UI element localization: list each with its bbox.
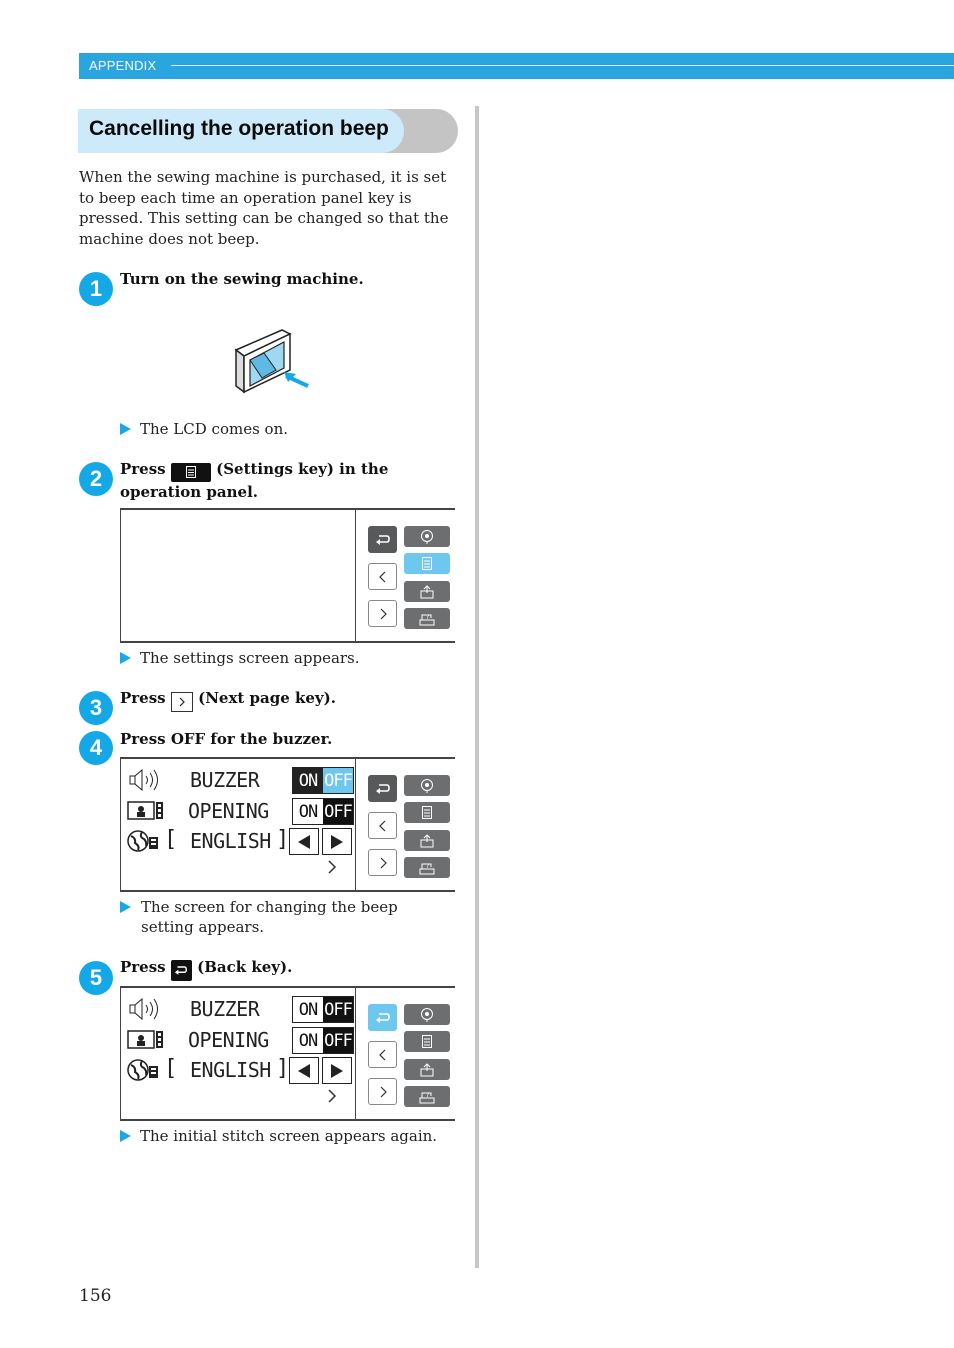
bracket-open: [ [164, 1056, 178, 1081]
language-row [126, 1057, 354, 1083]
opening-label: OPENING [188, 799, 269, 823]
buzzer-row [126, 996, 354, 1022]
next-page-button[interactable] [368, 1078, 397, 1105]
buzzer-on-button[interactable]: ON [293, 768, 323, 793]
prev-page-button[interactable] [368, 1041, 397, 1068]
page-caret-icon [327, 860, 337, 874]
next-page-button[interactable] [368, 600, 397, 627]
step-1-number: 1 [79, 272, 113, 306]
opening-row [126, 798, 354, 824]
back-key-icon [171, 960, 192, 981]
language-label: ENGLISH [190, 829, 271, 853]
buzzer-toggle [292, 767, 354, 794]
settings-key-icon[interactable] [404, 1031, 450, 1052]
language-label: ENGLISH [190, 1058, 271, 1082]
step-2-result: The settings screen appears. [120, 648, 360, 668]
lcd-panel-buzzer-off [120, 986, 455, 1121]
buzzer-row [126, 767, 354, 793]
buzzer-label: BUZZER [190, 997, 260, 1021]
step-5-number: 5 [79, 961, 113, 995]
bracket-close: ] [276, 827, 290, 852]
buzzer-off-button[interactable]: OFF [323, 768, 353, 793]
step-3-text: Press (Next page key). [120, 688, 336, 712]
back-button[interactable] [368, 775, 397, 802]
header-rule [171, 65, 954, 66]
step-4-result: The screen for changing the beep setting appears. [120, 897, 450, 937]
opening-toggle [292, 1027, 354, 1054]
buzzer-off-button[interactable]: OFF [323, 997, 353, 1022]
step-2-text: Press (Settings key) in the operation panel. [120, 460, 389, 501]
opening-on-button[interactable]: ON [293, 1028, 323, 1053]
speaker-icon [128, 768, 164, 792]
result-arrow-icon [120, 423, 131, 435]
next-page-button[interactable] [368, 849, 397, 876]
intro-paragraph: When the sewing machine is purchased, it is set to beep each time an operation panel key is pressed. This setting can be changed so that the machine does not beep. [79, 168, 449, 248]
speaker-icon [128, 997, 164, 1021]
page-title: Cancelling the operation beep [89, 117, 389, 140]
settings-key-icon[interactable] [404, 802, 450, 823]
arrow-left-icon [296, 834, 312, 850]
svg-text:?: ? [426, 1091, 430, 1099]
language-prev-button[interactable] [289, 1057, 319, 1084]
step-4-number: 4 [79, 731, 113, 765]
sewing-help-icon[interactable] [404, 581, 450, 602]
language-prev-button[interactable] [289, 828, 319, 855]
svg-text:?: ? [426, 613, 430, 621]
stitch-key-icon[interactable] [404, 1004, 450, 1025]
prev-page-button[interactable] [368, 812, 397, 839]
result-arrow-icon [120, 652, 131, 664]
opening-label: OPENING [188, 1028, 269, 1052]
language-next-button[interactable] [322, 1057, 352, 1084]
buzzer-on-button[interactable]: ON [293, 997, 323, 1022]
step-5-result: The initial stitch screen appears again. [120, 1126, 437, 1146]
power-switch-illustration [230, 326, 312, 394]
stitch-key-icon[interactable] [404, 526, 450, 547]
section-label: APPENDIX [89, 58, 157, 73]
machine-help-icon[interactable] [404, 857, 450, 878]
page-caret-icon [327, 1089, 337, 1103]
opening-screen-icon [127, 801, 165, 821]
svg-text:?: ? [426, 862, 430, 870]
step-4-text: Press OFF for the buzzer. [120, 730, 333, 748]
lcd-screen [121, 510, 356, 641]
lcd-panel-settings [120, 508, 455, 643]
machine-help-icon[interactable] [404, 608, 450, 629]
opening-screen-icon [127, 1030, 165, 1050]
settings-key-icon[interactable] [404, 553, 450, 574]
settings-key-icon [171, 463, 211, 482]
machine-help-icon[interactable] [404, 1086, 450, 1107]
sewing-help-icon[interactable] [404, 1059, 450, 1080]
step-1-result: The LCD comes on. [120, 419, 288, 439]
opening-toggle [292, 798, 354, 825]
globe-icon [126, 828, 160, 854]
step-2-number: 2 [79, 462, 113, 496]
opening-on-button[interactable]: ON [293, 799, 323, 824]
step-3-number: 3 [79, 691, 113, 725]
arrow-left-icon [296, 1063, 312, 1079]
page-number: 156 [79, 1286, 112, 1306]
column-divider [475, 106, 479, 1268]
opening-row [126, 1027, 354, 1053]
stitch-key-icon[interactable] [404, 775, 450, 796]
result-arrow-icon [120, 1130, 131, 1142]
step-5-text: Press (Back key). [120, 957, 292, 981]
result-arrow-icon [120, 901, 131, 913]
bracket-open: [ [164, 827, 178, 852]
globe-icon [126, 1057, 160, 1083]
lcd-panel-buzzer [120, 757, 455, 892]
prev-page-button[interactable] [368, 563, 397, 590]
bracket-close: ] [276, 1056, 290, 1081]
language-row [126, 828, 354, 854]
arrow-right-icon [329, 1063, 345, 1079]
language-next-button[interactable] [322, 828, 352, 855]
arrow-right-icon [329, 834, 345, 850]
next-page-key-icon [171, 692, 193, 712]
buzzer-label: BUZZER [190, 768, 260, 792]
sewing-help-icon[interactable] [404, 830, 450, 851]
opening-off-button[interactable]: OFF [323, 1028, 353, 1053]
back-button[interactable] [368, 1004, 397, 1031]
buzzer-toggle [292, 996, 354, 1023]
header-band [79, 53, 954, 79]
lcd-screen [121, 759, 356, 890]
step-1-text: Turn on the sewing machine. [120, 270, 364, 288]
opening-off-button[interactable]: OFF [323, 799, 353, 824]
lcd-screen [121, 988, 356, 1119]
back-button[interactable] [368, 526, 397, 553]
